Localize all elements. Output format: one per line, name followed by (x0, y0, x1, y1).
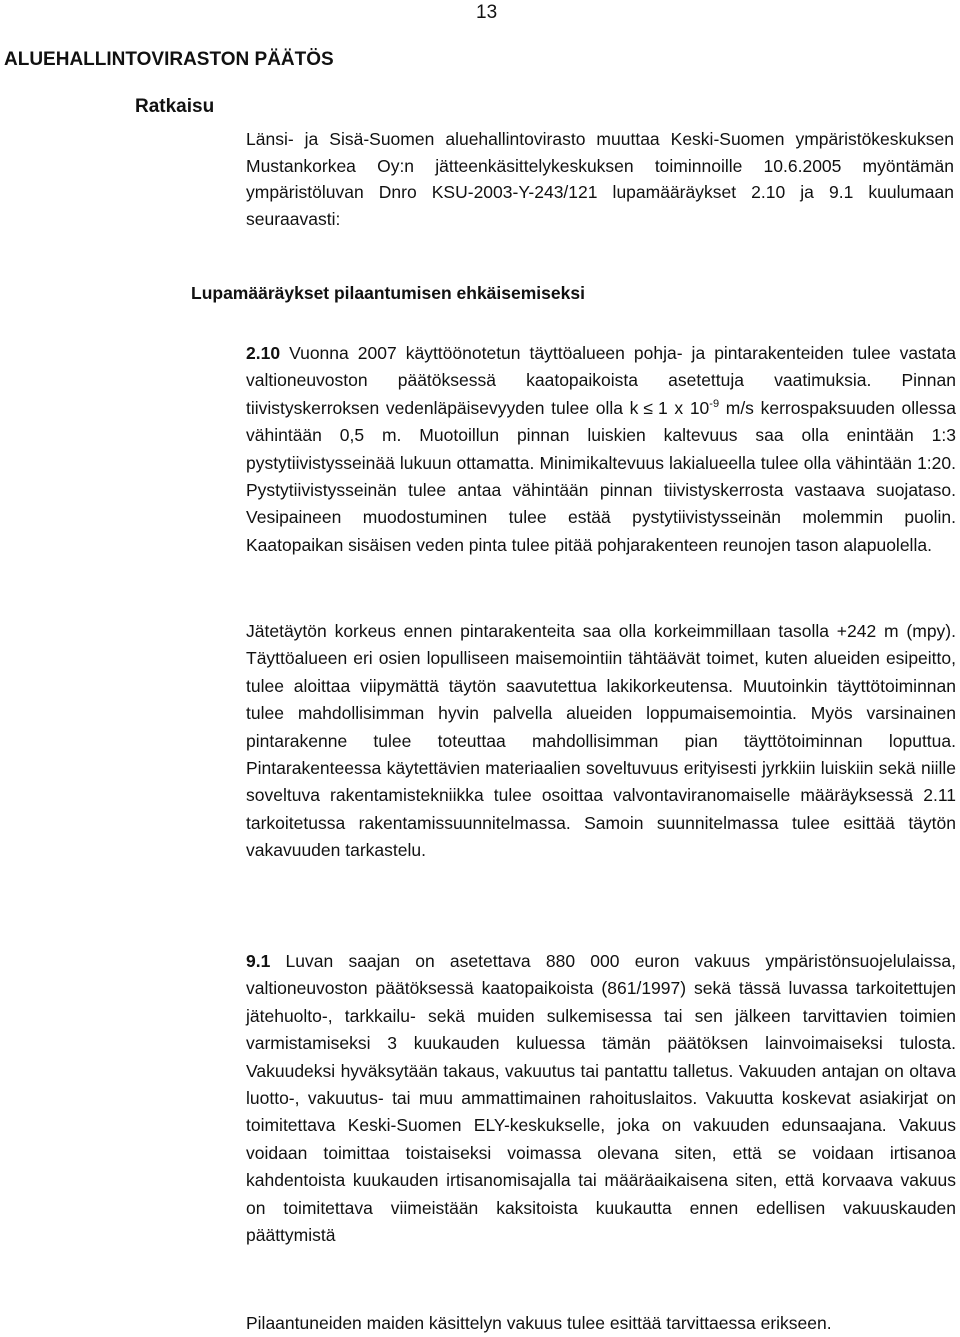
final-paragraph: Pilaantuneiden maiden käsittelyn vakuus tulee esittää tarvittaessa erikseen. (246, 1313, 832, 1333)
requirement-text: Luvan saajan on asetettava 880 000 euron vakuus ympäristönsuojelulaissa, valtioneuvoston päätöksessä kaatopaikoista (861/1997) sekä tässä luvassa tarkoitettujen jätehuolto-, tarkkailu- sekä muiden sulkemisessa tai sen jälkeen tarvittavien toimien varmistamiseksi 3 kuukauden kuluessa tämän päätöksen lainvoimaiseksi tulosta. Vakuudeksi hyväksytään takaus, vakuutus tai pantattu talletus. Vakuuden antajan on oltava luotto-, vakuutus- tai muu ammattimainen rahoituslaitos. Vakuutta koskevat asiakirjat on toimitettava Keski-Suomen ELY-keskukselle, joka on vakuuden edunsaajana. Vakuus voidaan toimittaa toistaiseksi voimassa olevana siten, että se voidaan irtisanoa kahdentoista kuukauden irtisanomisajalla tai määräaikaisena siten, että korvaava vakuus on toimitettava viimeistään kaksitoista kuukautta ennen edellisen vakuuskauden päättymistä (246, 951, 956, 1246)
requirement-9-1 (246, 948, 956, 1249)
requirement-2-10-continuation: Jätetäytön korkeus ennen pintarakenteita saa olla korkeimmillaan tasolla +242 m (mpy). Täyttöalueen eri osien lopulliseen maisemointiin tähtäävät toimet, kuten alueiden esipeitto, tulee aloittaa viipymättä täytön saavutettua lakikorkeutensa. Muutoinkin täyttötoiminnan tulee mahdollisimman hyvin palvella alueiden loppumaisemointia. Myös varsinainen pintarakenne tulee toteuttaa mahdollisimman pian täyttötoiminnan loputtua. Pintarakenteessa käytettävien materiaalien soveltuvuus erityisesti jyrkkiin luiskiin sekä niille soveltuva rakentamistekniikka tulee osoittaa valvontaviranomaiselle määräyksessä 2.11 tarkoitetussa rakentamissuunnitelmassa. Samoin suunnitelmassa tulee esittää täytön vakavuuden tarkastelu. (246, 621, 956, 861)
page-number: 13 (476, 2, 498, 23)
requirement-2-10 (246, 340, 956, 559)
document-title: ALUEHALLINTOVIRASTON PÄÄTÖS (4, 49, 334, 70)
less-or-equal-symbol: ≤ (643, 397, 654, 418)
section-heading: Ratkaisu (135, 96, 215, 117)
requirement-number: 9.1 (246, 951, 271, 971)
intro-paragraph: Länsi- ja Sisä-Suomen aluehallintovirasto muuttaa Keski-Suomen ympäristökeskuksen Mustankorkea Oy:n jätteenkäsittelykeskuksen toiminnoille 10.6.2005 myöntämän ympäristöluvan Dnro KSU-2003-Y-243/121 lupamääräykset 2.10 ja 9.1 kuulumaan seuraavasti: (246, 129, 954, 229)
requirement-number: 2.10 (246, 343, 281, 363)
subheading: Lupamääräykset pilaantumisen ehkäisemiseksi (191, 283, 585, 303)
exponent: -9 (709, 397, 720, 410)
requirement-text-b: 1 x 10 (658, 397, 710, 418)
requirement-text-c: m/s kerrospaksuuden ollessa vähintään 0,5 m. Muotoillun pinnan luiskien kaltevuus saa olla enintään 1:3 pystytiivistysseinää lukuun ottamatta. Minimikaltevuus lakialueella tulee olla vähintään 1:20. Pystytiivistysseinän tulee antaa vähintään pinnan tiivistyskerrosta vastaava suojataso. Vesipaineen muodostuminen tulee estää pystytiivistysseinän molemmin puolin. Kaatopaikan sisäisen veden pinta tulee pitää pohjarakenteen reunojen tason alapuolella. (246, 397, 956, 555)
requirement-text-a: Vuonna 2007 käyttöönotetun täyttöalueen pohja- ja pintarakenteiden tulee vastata valtioneuvoston päätöksessä kaatopaikoista asetettuja vaatimuksia. Pinnan tiivistyskerroksen vedenläpäisevyyden tulee olla k (246, 343, 956, 418)
